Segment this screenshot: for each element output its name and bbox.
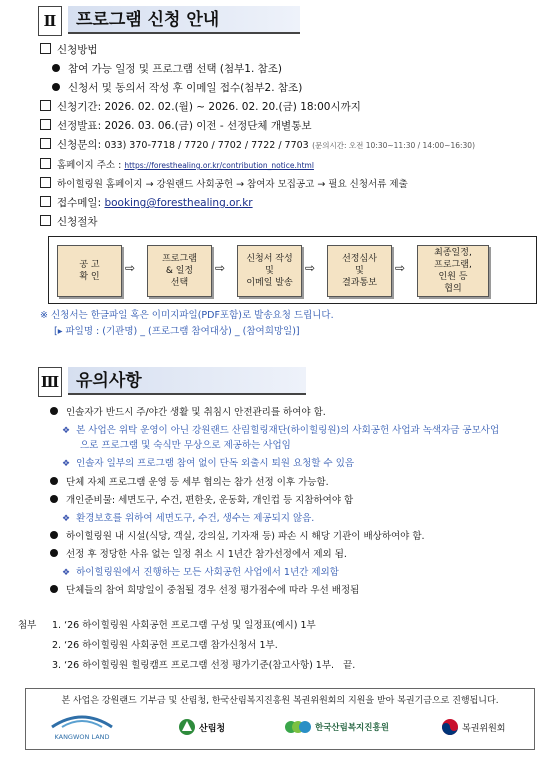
- lottery-commission-logo: 복권위원회: [441, 717, 505, 737]
- checkbox-square-icon: [40, 138, 51, 149]
- attachment-label: 첨부: [18, 620, 37, 631]
- checkbox-square-icon: [40, 215, 51, 226]
- homepage-link[interactable]: https://foresthealing.or.kr/contribution_notice.html: [124, 161, 314, 170]
- flow-step-2: 프로그램 & 일정 선택: [147, 245, 212, 297]
- flow-step-3: 신청서 작성 및 이메일 발송: [237, 245, 302, 297]
- section-3-header: [38, 367, 306, 397]
- flow-step-4: 선정심사 및 결과통보: [327, 245, 392, 297]
- arrow-right-icon: ⇨: [395, 261, 406, 275]
- notice-detail-1-cont: 으로 프로그램 및 숙식만 무상으로 제공하는 사업임: [80, 440, 291, 451]
- notice-detail-1: ❖ 본 사업은 위탁 운영이 아닌 강원랜드 산림힐링재단(하이힐링원)의 사회공헌 사업과 녹색자금 공모사업: [62, 425, 500, 436]
- forest-service-logo: 산림청: [178, 717, 225, 737]
- arrow-right-icon: ⇨: [125, 261, 136, 275]
- checkbox-square-icon: [40, 196, 51, 207]
- method-bullet-2: 신청서 및 동의서 작성 후 이메일 접수(첨부2. 참조): [52, 80, 302, 95]
- notice-bullet-3: 개인준비물: 세면도구, 수건, 편한옷, 운동화, 개인컵 등 지참하여야 함: [50, 492, 353, 506]
- notice-detail-3: ❖ 환경보호를 위하여 세면도구, 수건, 생수는 제공되지 않음.: [62, 513, 315, 524]
- korea-forest-welfare-logo: 한국산림복지진흥원: [284, 717, 389, 737]
- section-number: Ⅲ: [38, 367, 62, 397]
- checkbox-square-icon: [40, 100, 51, 111]
- attachment-2: 2. ‘26 하이힐링원 사회공헌 프로그램 참가신청서 1부.: [52, 640, 278, 651]
- email-link[interactable]: booking@foresthealing.or.kr: [104, 197, 253, 209]
- arrow-right-icon: ⇨: [215, 261, 226, 275]
- bullet-dot-icon: [50, 549, 58, 557]
- attachment-3: 3. ‘26 하이힐링원 힐링캠프 프로그램 선정 평가기준(참고사항) 1부. 끝.: [52, 660, 356, 671]
- attachment-1: 1. ‘26 하이힐링원 사회공헌 프로그램 구성 및 일정표(예시) 1부: [52, 620, 316, 631]
- notice-detail-5: ❖ 하이힐링원에서 진행하는 모든 사회공헌 사업에서 1년간 제외함: [62, 567, 339, 578]
- file-format-note: ※ 신청서는 한글파일 혹은 이미지파일(PDF포함)로 발송요청 드립니다.: [40, 310, 334, 321]
- checkbox-square-icon: [40, 158, 51, 169]
- email-item: 접수메일: booking@foresthealing.or.kr: [40, 195, 253, 210]
- kangwon-land-logo-icon: [42, 711, 122, 731]
- kangwon-land-logo: KANGWON LAND: [42, 711, 122, 743]
- arrow-right-icon: ⇨: [305, 261, 316, 275]
- checkbox-square-icon: [40, 119, 51, 130]
- checkbox-square-icon: [40, 177, 51, 188]
- section-number: Ⅱ: [38, 6, 62, 36]
- diamond-icon: ❖: [62, 568, 71, 578]
- diamond-icon: ❖: [62, 459, 71, 469]
- section-title: 프로그램 신청 안내: [68, 6, 300, 34]
- footer-box: [25, 688, 535, 750]
- diamond-icon: ❖: [62, 426, 71, 436]
- taegeuk-emblem-icon: [441, 718, 459, 736]
- forest-welfare-emblem-icon: [284, 718, 312, 736]
- notice-bullet-4: 하이힐링원 내 시설(식당, 객실, 강의실, 기자재 등) 파손 시 해당 기관이 배상하여야 함.: [50, 528, 425, 542]
- homepage-item: 홈페이지 주소 : https://foresthealing.or.kr/contribution_notice.html: [40, 157, 314, 171]
- bullet-dot-icon: [50, 585, 58, 593]
- path-item: 하이힐링원 홈페이지 → 강원랜드 사회공헌 → 참여자 모집공고 → 필요 신청서류 제출: [40, 176, 408, 190]
- notice-bullet-2: 단체 자체 프로그램 운영 등 세부 협의는 참가 선정 이후 가능함.: [50, 474, 329, 488]
- section-2-header: [38, 6, 300, 36]
- file-name-note: [▸ 파일명 : (기관명) _ (프로그램 참여대상) _ (참여희망일)]: [54, 326, 300, 337]
- method-item: 신청방법: [40, 42, 98, 57]
- procedure-item: 신청절차: [40, 214, 98, 229]
- period-item: 신청기간: 2026. 02. 02.(월) ~ 2026. 02. 20.(금) 18:00시까지: [40, 99, 361, 114]
- notice-bullet-1: 인솔자가 반드시 주/야간 생활 및 취침시 안전관리를 하여야 함.: [50, 404, 326, 418]
- bullet-dot-icon: [52, 64, 60, 72]
- announce-item: 선정발표: 2026. 03. 06.(금) 이전 - 선정단체 개별통보: [40, 118, 311, 133]
- flow-step-1: 공 고 확 인: [57, 245, 122, 297]
- forest-service-emblem-icon: [178, 718, 196, 736]
- contact-item: 신청문의: 033) 370-7718 / 7720 / 7702 / 7722 / 7703 (문의시간: 오전 10:30~11:30 / 14:00~16:30): [40, 137, 475, 152]
- procedure-flow: [48, 236, 537, 304]
- flow-step-5: 최종일정, 프로그램, 인원 등 협의: [417, 245, 489, 297]
- notice-detail-2: ❖ 인솔자 일부의 프로그램 참여 없이 단독 외출시 퇴원 요청할 수 있음: [62, 458, 355, 469]
- footer-text: 본 사업은 강원랜드 기부금 및 산림청, 한국산림복지진흥원 복권위원회의 지원을 받아 복권기금으로 진행됩니다.: [61, 696, 499, 706]
- bullet-dot-icon: [50, 495, 58, 503]
- checkbox-square-icon: [40, 43, 51, 54]
- bullet-dot-icon: [50, 407, 58, 415]
- bullet-dot-icon: [52, 83, 60, 91]
- notice-bullet-6: 단체들의 참여 희망일이 중첩될 경우 선정 평가점수에 따라 우선 배정됨: [50, 582, 359, 596]
- bullet-dot-icon: [50, 477, 58, 485]
- method-bullet-1: 참여 가능 일정 및 프로그램 선택 (첨부1. 참조): [52, 61, 282, 76]
- notice-bullet-5: 선정 후 정당한 사유 없는 일정 취소 시 1년간 참가선정에서 제외 됨.: [50, 546, 347, 560]
- diamond-icon: ❖: [62, 514, 71, 524]
- section-title: 유의사항: [68, 367, 306, 395]
- bullet-dot-icon: [50, 531, 58, 539]
